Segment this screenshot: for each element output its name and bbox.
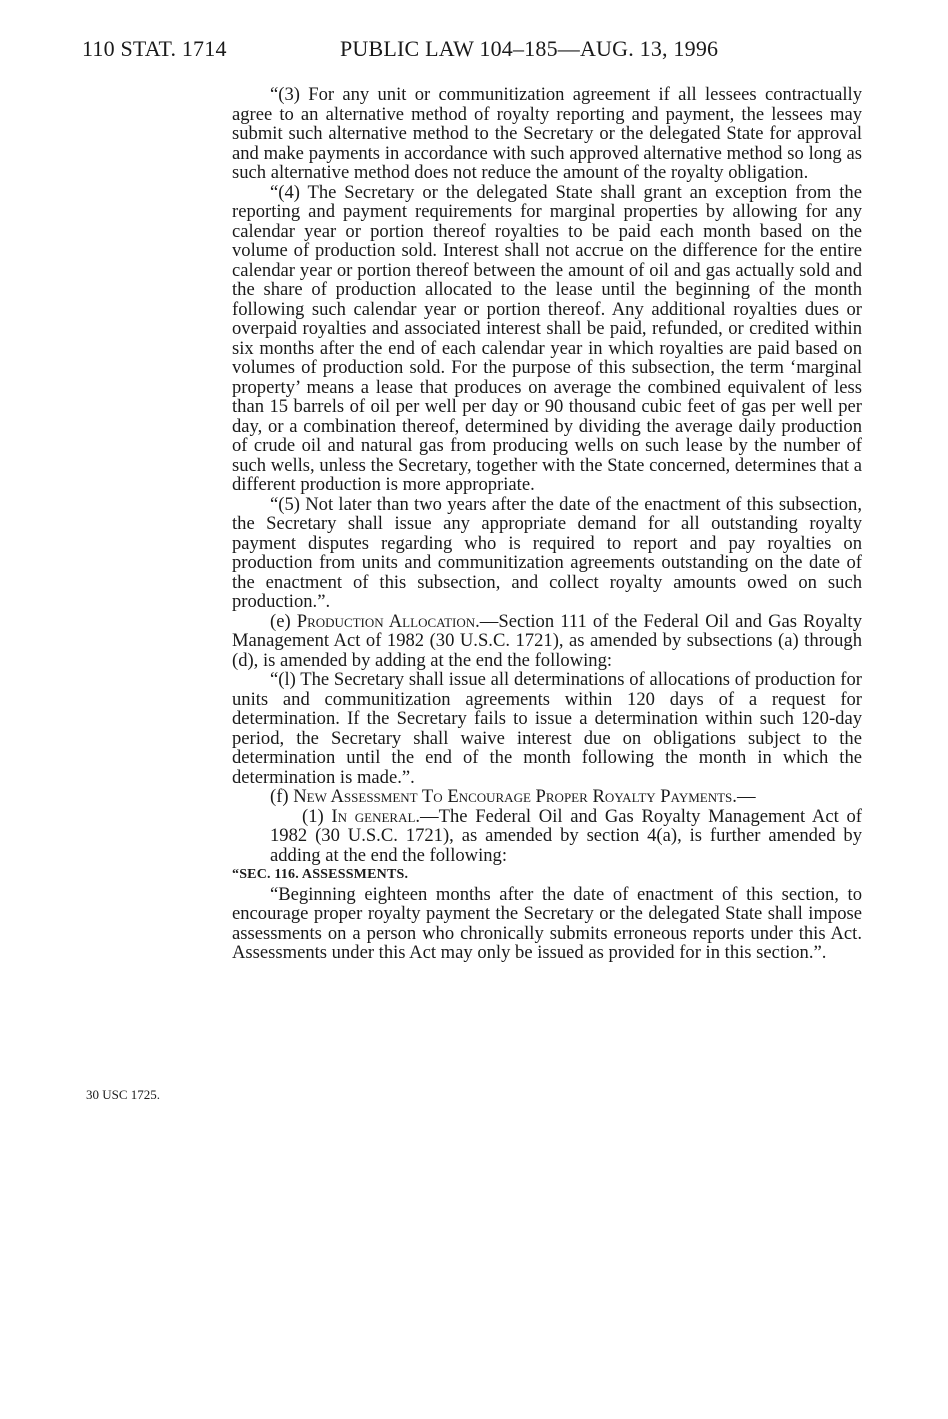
paragraph-l: “(l) The Secretary shall issue all determinations of allocations of production for units and communitization agreements within 120 days of a request for determination. If the Secretary fails to issue a determination within such 120-day period, the Secretary shall waive interest due on obligations subject to the determination until the end of the month following the month in which the determination is made.”. [232, 669, 862, 788]
stat-citation: 110 STAT. 1714 [82, 36, 227, 61]
section-116-text: “Beginning eighteen months after the date of enactment of this section, to encourage proper royalty payment the Secretary or the delegated State shall impose assessments on a person who chronically submits erroneous reports under this Act. Assessments under this Act may only be issued as provided for in this section.”. [232, 883, 862, 963]
paragraph-5: “(5) Not later than two years after the date of the enactment of this subsection, the Secretary shall issue any appropriate demand for all outstanding royalty payment disputes regarding who is required to report and pay royalties on production from units and communitization agreements outstanding on the date of the enactment of this subsection, and collect royalty amounts owed on such production.”. [232, 493, 862, 612]
subsection-e-text: —Section 111 of the Federal Oil and Gas Royalty Management Act of 1982 (30 U.S.C. 1721), as amended by subsections (a) through (d), is amended by adding at the end the following: [232, 610, 862, 671]
section-116-heading: “SEC. 116. ASSESSMENTS. [232, 867, 409, 882]
margin-note-usc: 30 USC 1725. [86, 1087, 161, 1102]
subsection-e-heading: Production Allocation. [296, 610, 480, 632]
subsection-f-dash: — [736, 786, 756, 807]
public-law-title: PUBLIC LAW 104–185—AUG. 13, 1996 [340, 36, 719, 61]
page-header [82, 36, 718, 62]
paragraph-f1-text: —The Federal Oil and Gas Royalty Management Act of 1982 (30 U.S.C. 1721), as amended by section 4(a), is further amended by adding at the end the following: [270, 805, 862, 866]
subsection-e-label: (e) [270, 610, 297, 632]
paragraph-f1-heading: In general. [331, 805, 421, 827]
subsection-f-heading: New Assessment To Encourage Proper Royalty Payments. [293, 786, 737, 807]
paragraph-f1 [270, 807, 862, 866]
subsection-f [232, 787, 862, 807]
paragraph-f1-label: (1) [302, 805, 332, 827]
paragraph-3: “(3) For any unit or communitization agreement if all lessees contractually agree to an alternative method of royalty reporting and payment, the lessees may submit such alternative method to the Secretary or the delegated State for approval and make payments in accordance with such approved alternative method so long as such alternative method does not reduce the amount of the royalty obligation. [232, 84, 862, 183]
subsection-f-label: (f) [270, 786, 294, 807]
subsection-e [232, 612, 862, 671]
paragraph-4: “(4) The Secretary or the delegated State shall grant an exception from the reporting and payment requirements for marginal properties by allowing for any calendar year or portion thereof royalties to be paid each month based on the volume of production sold. Interest shall not accrue on the difference for the entire calendar year or portion thereof between the amount of oil and gas actually sold and the share of production allocated to the lease until the beginning of the month following such calendar year or portion thereof. Any additional royalties dues or overpaid royalties and associated interest shall be paid, refunded, or credited within six months after the end of each calendar year in which royalties are paid based on volumes of production sold. For the purpose of this subsection, the term ‘marginal property’ means a lease that produces on average the combined equivalent of less than 15 barrels of oil per well per day or 90 thousand cubic feet of gas per well per day, or a combination thereof, determined by dividing the average daily production of crude oil and natural gas from producing wells on such lease by the number of such wells, unless the Secretary, together with the State concerned, determines that a different production is more appropriate. [232, 181, 862, 495]
body-text [232, 85, 862, 963]
